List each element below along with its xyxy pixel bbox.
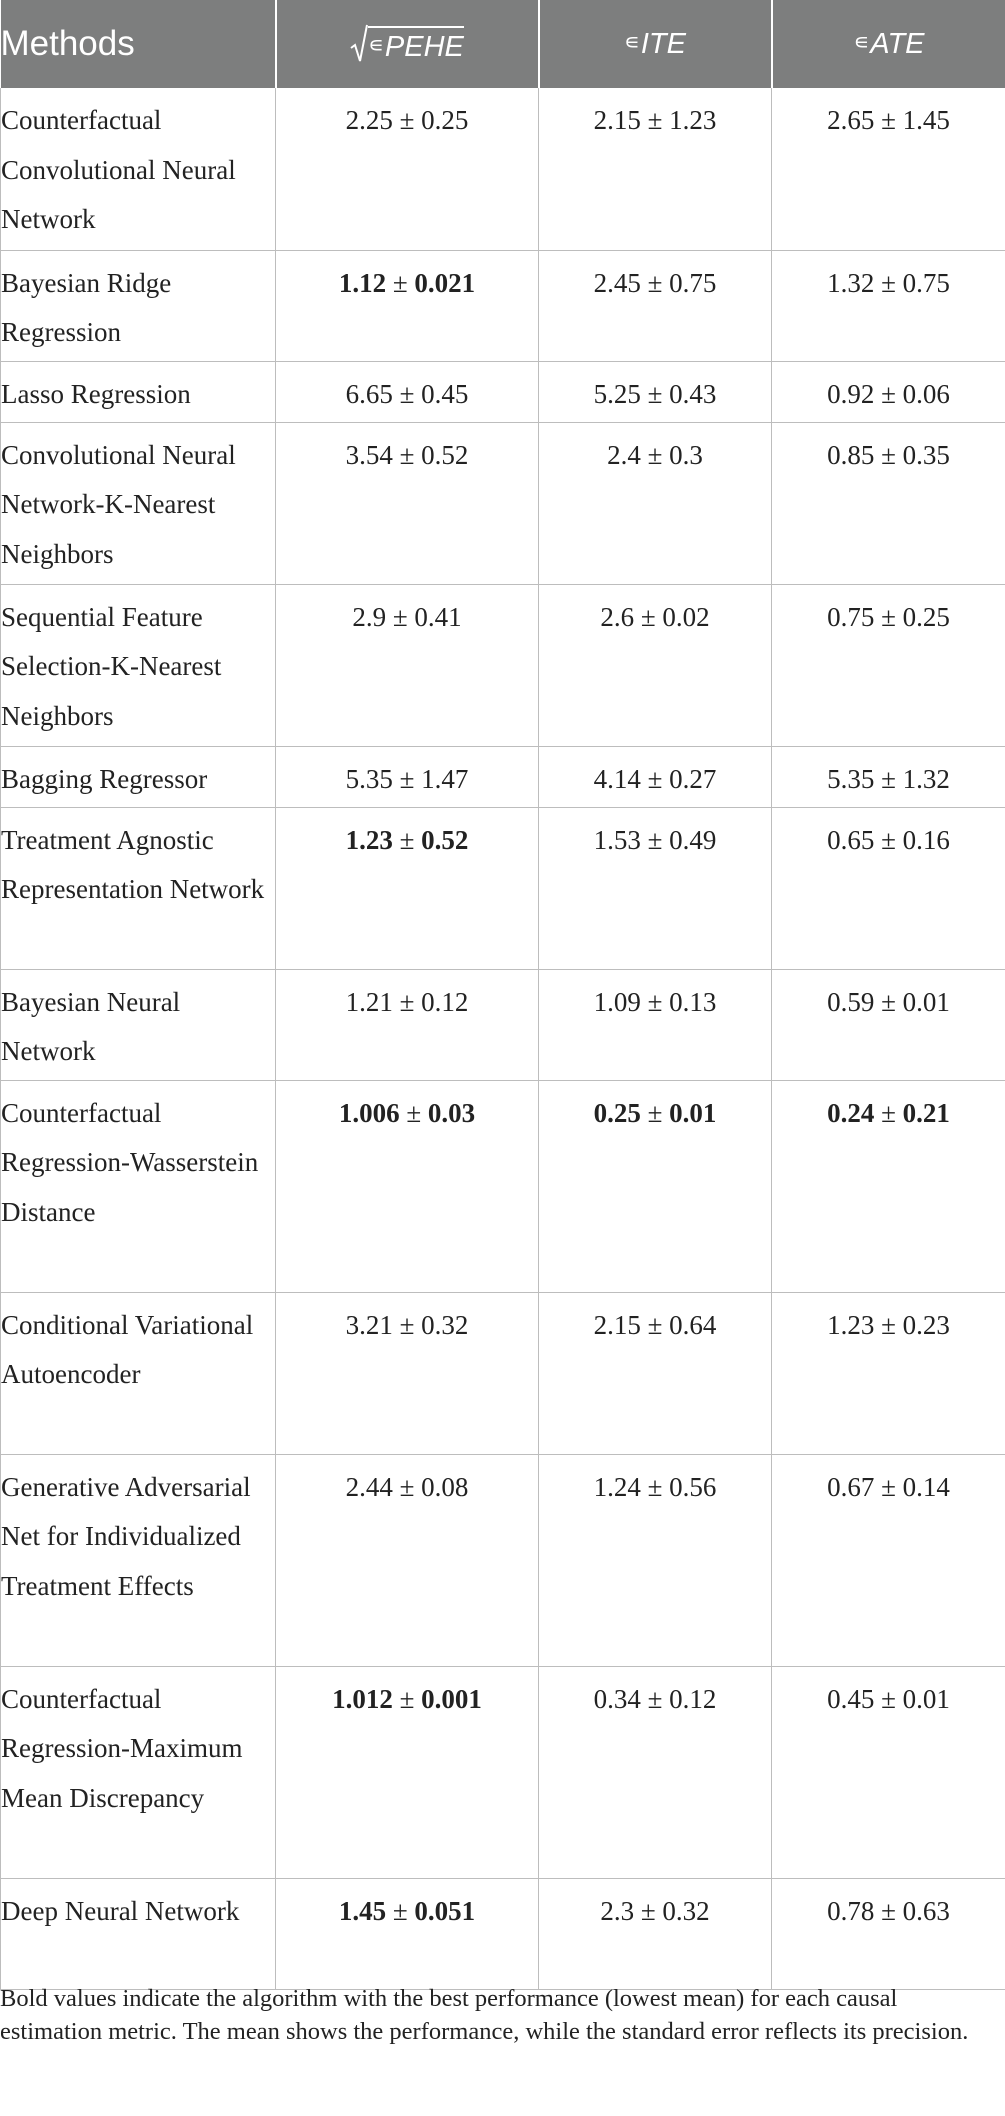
ite-mean: 2.3 [600, 1895, 635, 1926]
pehe-value-cell [276, 1454, 539, 1666]
ite-value-cell [539, 1080, 772, 1292]
epsilon-symbol: ∊ [624, 28, 640, 54]
header-ite [539, 0, 772, 88]
ate-std-error: 0.63 [902, 1895, 950, 1926]
pehe-mean: 1.45 [338, 1895, 387, 1926]
ite-std-error: 0.12 [669, 1683, 717, 1714]
pehe-mean: 1.012 [332, 1683, 393, 1714]
plus-minus-symbol: ± [881, 267, 896, 298]
ite-std-error: 0.27 [669, 763, 717, 794]
table-row [1, 1666, 1005, 1878]
ate-value-cell [772, 1292, 1005, 1454]
ate-value-cell [772, 746, 1005, 807]
method-name-cell: Conditional Variational Autoencoder [1, 1292, 276, 1454]
pehe-mean: 1.23 [345, 824, 393, 855]
header-ate-label: ATE [870, 27, 925, 60]
plus-minus-symbol: ± [399, 378, 415, 409]
pehe-std-error: 1.47 [421, 763, 469, 794]
pehe-mean: 1.006 [338, 1097, 400, 1128]
ate-std-error: 0.25 [902, 601, 950, 632]
method-name-cell: Bayesian Neural Network [1, 969, 276, 1080]
plus-minus-symbol: ± [647, 105, 663, 135]
plus-minus-symbol: ± [647, 439, 663, 470]
ate-mean: 0.75 [827, 601, 875, 632]
ite-value-cell [539, 746, 772, 807]
ate-mean: 0.59 [827, 986, 875, 1017]
method-name-cell: Counterfactual Regression-Wasserstein Distance [1, 1080, 276, 1292]
ite-value-cell [539, 584, 772, 746]
plus-minus-symbol: ± [647, 378, 663, 409]
plus-minus-symbol: ± [881, 986, 896, 1017]
plus-minus-symbol: ± [881, 105, 896, 135]
pehe-std-error: 0.021 [414, 267, 476, 298]
pehe-value-cell [276, 361, 539, 422]
pehe-mean: 5.35 [345, 763, 393, 794]
plus-minus-symbol: ± [392, 1895, 408, 1926]
pehe-std-error: 0.051 [414, 1895, 476, 1926]
plus-minus-symbol: ± [406, 1097, 422, 1128]
ite-std-error: 0.43 [669, 378, 717, 409]
ite-std-error: 0.3 [669, 439, 703, 470]
ite-mean: 1.24 [593, 1471, 641, 1502]
ate-value-cell [772, 422, 1005, 584]
method-name-cell: Lasso Regression [1, 361, 276, 422]
pehe-mean: 1.21 [345, 986, 393, 1017]
ate-value-cell [772, 1454, 1005, 1666]
pehe-std-error: 0.52 [421, 824, 469, 855]
ite-mean: 2.15 [593, 105, 641, 135]
pehe-mean: 2.44 [345, 1471, 393, 1502]
ate-mean: 5.35 [827, 763, 875, 794]
epsilon-symbol: ∊ [368, 32, 384, 57]
pehe-value-cell [276, 1292, 539, 1454]
pehe-value-cell [276, 422, 539, 584]
method-name-cell: Convolutional Neural Network-K-Nearest Neighbors [1, 422, 276, 584]
ite-std-error: 0.01 [669, 1097, 717, 1128]
epsilon-symbol: ∊ [853, 28, 870, 54]
header-pehe-label: PEHE [384, 31, 464, 63]
table-row [1, 88, 1005, 250]
plus-minus-symbol: ± [399, 1683, 415, 1714]
pehe-value-cell [276, 584, 539, 746]
ate-value-cell [772, 584, 1005, 746]
table-row [1, 250, 1005, 361]
pehe-std-error: 0.25 [421, 105, 469, 135]
ite-mean: 4.14 [593, 763, 641, 794]
header-ite-label: ITE [640, 27, 686, 60]
ite-value-cell [539, 361, 772, 422]
ite-mean: 2.45 [593, 267, 641, 298]
plus-minus-symbol: ± [881, 601, 896, 632]
ate-std-error: 0.01 [902, 1683, 950, 1714]
ate-mean: 1.23 [827, 1309, 875, 1340]
pehe-mean: 2.9 [352, 601, 387, 632]
ite-value-cell [539, 1292, 772, 1454]
plus-minus-symbol: ± [881, 1895, 896, 1926]
pehe-mean: 6.65 [345, 378, 393, 409]
ite-std-error: 0.02 [662, 601, 710, 632]
ite-value-cell [539, 88, 772, 250]
plus-minus-symbol: ± [881, 824, 896, 855]
table-header [1, 0, 1005, 88]
ate-mean: 0.92 [827, 378, 875, 409]
ite-mean: 0.34 [593, 1683, 641, 1714]
plus-minus-symbol: ± [881, 378, 896, 409]
plus-minus-symbol: ± [399, 763, 415, 794]
plus-minus-symbol: ± [399, 1309, 415, 1340]
ate-value-cell [772, 1080, 1005, 1292]
ate-mean: 0.85 [827, 439, 875, 470]
ite-std-error: 0.75 [669, 267, 717, 298]
pehe-std-error: 0.001 [421, 1683, 482, 1714]
ate-value-cell [772, 1666, 1005, 1878]
ite-std-error: 1.23 [669, 105, 717, 135]
ite-value-cell [539, 1878, 772, 1989]
ite-value-cell [539, 422, 772, 584]
pehe-std-error: 0.12 [421, 986, 469, 1017]
plus-minus-symbol: ± [881, 763, 896, 794]
pehe-mean: 1.12 [338, 267, 387, 298]
table-row [1, 1292, 1005, 1454]
method-name-cell: Bayesian Ridge Regression [1, 250, 276, 361]
method-name-cell: Deep Neural Network [1, 1878, 276, 1989]
plus-minus-symbol: ± [647, 763, 663, 794]
ate-value-cell [772, 250, 1005, 361]
ite-mean: 2.15 [593, 1309, 641, 1340]
ite-std-error: 0.56 [669, 1471, 717, 1502]
pehe-std-error: 0.32 [421, 1309, 469, 1340]
pehe-value-cell [276, 1878, 539, 1989]
ate-mean: 0.67 [827, 1471, 875, 1502]
pehe-std-error: 0.03 [427, 1097, 476, 1128]
table-row [1, 422, 1005, 584]
ate-std-error: 0.35 [902, 439, 950, 470]
plus-minus-symbol: ± [640, 601, 656, 632]
ite-std-error: 0.49 [669, 824, 717, 855]
table-row [1, 1454, 1005, 1666]
ite-mean: 0.25 [593, 1097, 641, 1128]
header-row [1, 0, 1005, 88]
ite-std-error: 0.32 [662, 1895, 710, 1926]
plus-minus-symbol: ± [647, 824, 663, 855]
table-row [1, 584, 1005, 746]
plus-minus-symbol: ± [640, 1895, 656, 1926]
ite-mean: 1.53 [593, 824, 641, 855]
method-name-cell: Generative Adversarial Net for Individualized Treatment Effects [1, 1454, 276, 1666]
plus-minus-symbol: ± [881, 1683, 896, 1714]
plus-minus-symbol: ± [392, 267, 408, 298]
table-row [1, 361, 1005, 422]
pehe-value-cell [276, 969, 539, 1080]
pehe-value-cell [276, 807, 539, 969]
method-name-cell: Treatment Agnostic Representation Network [1, 807, 276, 969]
plus-minus-symbol: ± [647, 1683, 663, 1714]
plus-minus-symbol: ± [647, 1471, 663, 1502]
table-row [1, 969, 1005, 1080]
pehe-value-cell [276, 1080, 539, 1292]
pehe-mean: 3.21 [345, 1309, 393, 1340]
ate-mean: 2.65 [827, 105, 875, 135]
ate-std-error: 0.75 [902, 267, 950, 298]
ate-std-error: 0.01 [902, 986, 950, 1017]
ite-mean: 5.25 [593, 378, 641, 409]
ite-std-error: 0.13 [669, 986, 717, 1017]
ite-value-cell [539, 250, 772, 361]
plus-minus-symbol: ± [647, 1309, 663, 1340]
ate-mean: 1.32 [827, 267, 875, 298]
plus-minus-symbol: ± [647, 986, 663, 1017]
plus-minus-symbol: ± [399, 439, 415, 470]
pehe-std-error: 0.08 [421, 1471, 469, 1502]
ate-value-cell [772, 969, 1005, 1080]
ate-value-cell [772, 361, 1005, 422]
ate-std-error: 0.16 [902, 824, 950, 855]
table-row [1, 1878, 1005, 1989]
pehe-std-error: 0.41 [414, 601, 462, 632]
ite-mean: 2.4 [607, 439, 641, 470]
table-row [1, 807, 1005, 969]
header-pehe [276, 0, 539, 88]
ate-std-error: 1.32 [902, 763, 950, 794]
method-name-cell: Bagging Regressor [1, 746, 276, 807]
ate-mean: 0.45 [827, 1683, 875, 1714]
table-body [1, 88, 1005, 1989]
ite-value-cell [539, 1454, 772, 1666]
method-name-cell: Sequential Feature Selection-K-Nearest Neighbors [1, 584, 276, 746]
ate-std-error: 0.21 [902, 1097, 950, 1128]
plus-minus-symbol: ± [881, 1097, 896, 1128]
ate-mean: 0.24 [827, 1097, 875, 1128]
plus-minus-symbol: ± [399, 105, 415, 135]
ate-mean: 0.65 [827, 824, 875, 855]
ite-value-cell [539, 807, 772, 969]
method-name-cell: Counterfactual Convolutional Neural Network [1, 88, 276, 250]
method-name-cell: Counterfactual Regression-Maximum Mean Discrepancy [1, 1666, 276, 1878]
ate-value-cell [772, 1878, 1005, 1989]
pehe-value-cell [276, 250, 539, 361]
plus-minus-symbol: ± [392, 601, 408, 632]
ate-value-cell [772, 88, 1005, 250]
plus-minus-symbol: ± [881, 1471, 896, 1502]
ate-std-error: 0.14 [902, 1471, 950, 1502]
header-ate [772, 0, 1005, 88]
plus-minus-symbol: ± [647, 267, 663, 298]
pehe-value-cell [276, 88, 539, 250]
pehe-value-cell [276, 746, 539, 807]
plus-minus-symbol: ± [399, 1471, 415, 1502]
plus-minus-symbol: ± [881, 1309, 896, 1340]
ite-mean: 1.09 [593, 986, 641, 1017]
header-methods: Methods [1, 0, 276, 88]
plus-minus-symbol: ± [399, 986, 415, 1017]
ate-mean: 0.78 [827, 1895, 875, 1926]
pehe-mean: 3.54 [345, 439, 393, 470]
pehe-value-cell [276, 1666, 539, 1878]
pehe-mean: 2.25 [345, 105, 393, 135]
plus-minus-symbol: ± [647, 1097, 663, 1128]
ate-std-error: 0.23 [902, 1309, 950, 1340]
ite-value-cell [539, 969, 772, 1080]
ite-std-error: 0.64 [669, 1309, 717, 1340]
plus-minus-symbol: ± [881, 439, 896, 470]
pehe-std-error: 0.45 [421, 378, 469, 409]
sqrt-symbol [350, 24, 464, 64]
ate-value-cell [772, 807, 1005, 969]
pehe-std-error: 0.52 [421, 439, 469, 470]
ate-std-error: 1.45 [902, 105, 950, 135]
table-footnote: Bold values indicate the algorithm with the best performance (lowest mean) for each causal estimation metric. The mean shows the performance, while the standard error reflects its precision. [0, 1985, 969, 2045]
ate-std-error: 0.06 [902, 378, 950, 409]
table-row [1, 1080, 1005, 1292]
ite-value-cell [539, 1666, 772, 1878]
radical-sign-icon [350, 24, 368, 64]
ite-mean: 2.6 [600, 601, 635, 632]
plus-minus-symbol: ± [399, 824, 415, 855]
table-row [1, 746, 1005, 807]
